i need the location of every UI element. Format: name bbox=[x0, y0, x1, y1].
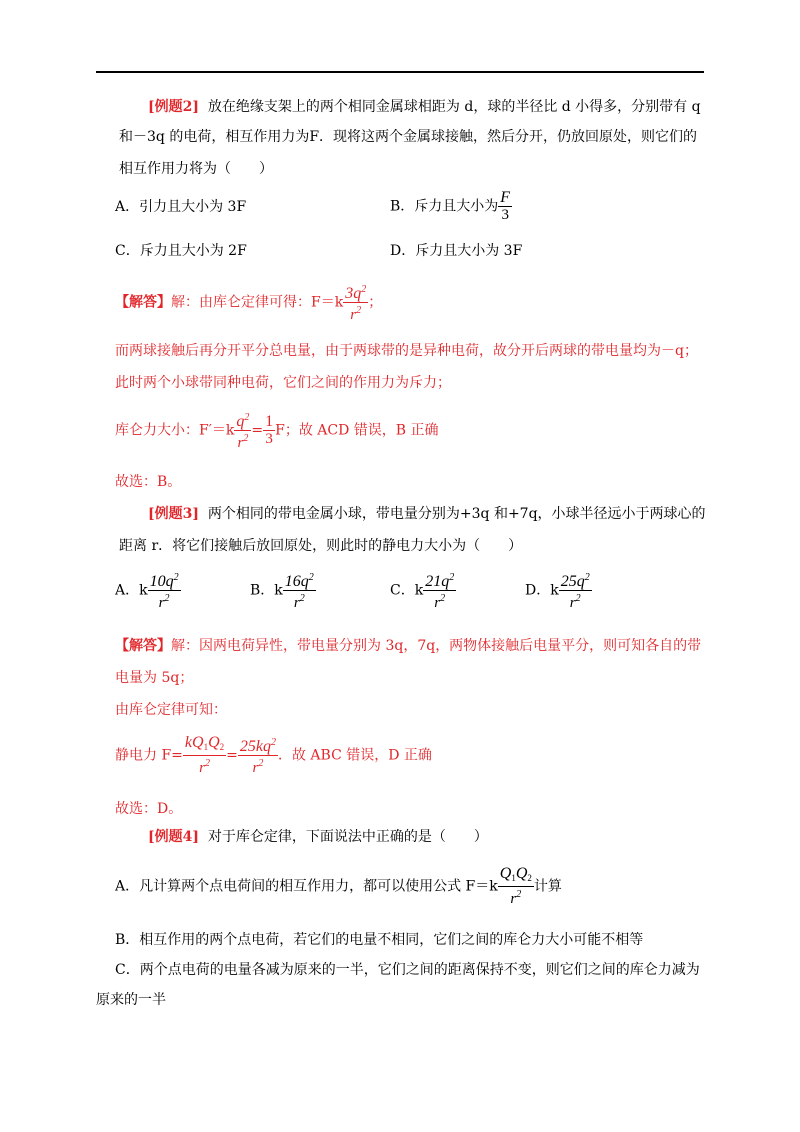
q4-option-a-num-a: Q bbox=[499, 865, 512, 882]
q3-option-a-exp: 2 bbox=[173, 572, 179, 583]
q3-option-d-den-exp: 2 bbox=[575, 593, 581, 604]
q3-answer4-equals1: = bbox=[171, 747, 183, 764]
q4-option-a-num-sub2: 2 bbox=[527, 873, 532, 883]
q2-option-b-den: 3 bbox=[501, 207, 509, 223]
q3-answer-line3: 由库仑定律可知： bbox=[115, 702, 227, 718]
q4-option-c-line2: 原来的一半 bbox=[96, 992, 166, 1008]
q3-line2: 距离 r．将它们接触后放回原处，则此时的静电力大小为（ ） bbox=[119, 538, 523, 554]
q2-text1: 放在绝缘支架上的两个相同金属球相距为 d，球的半径比 d 小得多，分别带有 q bbox=[207, 99, 701, 115]
q2-answer4-num2: 1 bbox=[265, 413, 274, 430]
q3-option-a-den-exp: 2 bbox=[164, 593, 170, 604]
q3-option-c-num: 21q bbox=[425, 573, 450, 590]
q3-text1: 两个相同的带电金属小球，带电量分别为+3q 和+7q，小球半径远小于两球心的 bbox=[207, 506, 706, 522]
q2-answer4-den-exp: 2 bbox=[243, 433, 249, 444]
q3-option-c-prefix: C．k bbox=[390, 582, 424, 599]
q2-answer-line4 bbox=[115, 410, 439, 451]
q3-answer4-den1: r bbox=[199, 760, 205, 776]
q4-label: [例题4] bbox=[148, 829, 199, 845]
q3-option-b-fraction bbox=[283, 570, 316, 611]
q3-answer-text4: 静电力 F bbox=[115, 747, 172, 764]
q3-answer4-num1-sub1: 1 bbox=[203, 742, 209, 752]
q2-answer-fraction2 bbox=[234, 410, 251, 451]
q2-choice: 故选：B。 bbox=[115, 474, 182, 490]
q2-answer4-den2: 3 bbox=[265, 431, 273, 447]
q4-option-a-fraction bbox=[498, 866, 534, 907]
q4-option-b: B．相互作用的两个点电荷，若它们的电量不相同，它们之间的库仑力大小可能不相等 bbox=[115, 932, 644, 948]
q3-option-a-num: 10q bbox=[149, 573, 174, 590]
q3-option-c bbox=[390, 570, 456, 611]
q2-line3: 相互作用力将为（ ） bbox=[119, 161, 273, 177]
q3-option-c-den: r bbox=[434, 595, 441, 611]
q2-answer-text4-end: F；故 ACD 错误，B 正确 bbox=[275, 422, 439, 439]
q3-answer4-num1-b: Q bbox=[208, 734, 220, 751]
q4-option-a-end: 计算 bbox=[533, 878, 562, 895]
q3-option-b bbox=[250, 570, 316, 611]
q3-option-b-exp: 2 bbox=[308, 572, 314, 583]
q2-answer4-den: r bbox=[237, 435, 244, 451]
q3-option-d-den: r bbox=[569, 595, 576, 611]
q3-option-d-exp: 2 bbox=[584, 572, 590, 583]
q3-option-b-num: 16q bbox=[284, 573, 309, 590]
q4-option-a bbox=[115, 866, 562, 907]
q3-answer4-num1: kQ bbox=[184, 734, 204, 751]
q3-answer4-den1-exp: 2 bbox=[204, 758, 210, 769]
q2-answer-text1-end: ； bbox=[368, 294, 383, 311]
q2-answer-num-exp: 2 bbox=[361, 284, 367, 295]
q2-line1 bbox=[148, 97, 701, 117]
q3-option-a bbox=[115, 570, 181, 611]
q3-answer4-den2: r bbox=[252, 760, 259, 776]
q2-answer-fraction3 bbox=[263, 414, 275, 447]
q3-option-c-exp: 2 bbox=[449, 572, 455, 583]
q3-choice: 故选：D。 bbox=[115, 801, 183, 817]
q3-answer4-equals2: = bbox=[226, 747, 238, 764]
q3-label: [例题3] bbox=[148, 506, 199, 522]
q2-option-b-fraction bbox=[498, 190, 512, 223]
q4-option-a-num-sub1: 1 bbox=[511, 873, 516, 883]
q3-option-c-den-exp: 2 bbox=[440, 593, 446, 604]
q4-option-a-den-exp: 2 bbox=[516, 889, 522, 900]
q3-answer4-num2: 25kq bbox=[239, 738, 271, 755]
q3-answer-tag: 【解答】 bbox=[115, 638, 171, 654]
q3-option-d bbox=[525, 570, 592, 611]
q2-line2: 和－3q 的电荷，相互作用力为F．现将这两个金属球接触，然后分开，仍放回原处，则它们的 bbox=[119, 129, 698, 145]
q3-line1 bbox=[148, 504, 706, 524]
q2-answer-line1 bbox=[115, 282, 382, 323]
q4-option-c-line1: C．两个点电荷的电量各减为原来的一半，它们之间的距离保持不变，则它们之间的库仑力减为 bbox=[115, 962, 700, 978]
q2-answer4-equals: = bbox=[251, 422, 264, 439]
q2-option-c: C．斥力且大小为 2F bbox=[115, 243, 247, 259]
q3-answer4-den2-exp: 2 bbox=[258, 758, 264, 769]
q2-answer-den-exp: 2 bbox=[356, 305, 362, 316]
header-rule bbox=[96, 71, 704, 73]
q2-answer-line2: 而两球接触后再分开平分总电量，由于两球带的是异种电荷，故分开后两球的带电量均为－q； bbox=[115, 343, 698, 359]
q3-option-c-fraction bbox=[423, 570, 456, 611]
q3-option-a-prefix: A．k bbox=[115, 582, 148, 599]
q3-option-a-fraction bbox=[148, 570, 181, 611]
q3-answer-line4 bbox=[115, 735, 432, 776]
q3-answer-fraction2 bbox=[238, 735, 278, 776]
q2-answer-tag: 【解答】 bbox=[115, 294, 171, 311]
q2-answer-text4: 库仑力大小：F′＝k bbox=[115, 422, 235, 439]
q2-answer-fraction bbox=[343, 282, 368, 323]
q4-text1: 对于库仑定律，下面说法中正确的是（ ） bbox=[207, 829, 488, 845]
q2-option-a: A．引力且大小为 3F bbox=[115, 199, 247, 215]
q2-label: [例题2] bbox=[148, 99, 199, 115]
q4-option-a-text: A．凡计算两个点电荷间的相互作用力，都可以使用公式 F＝k bbox=[115, 878, 498, 895]
q2-answer-text1: 解：由库仑定律可得：F＝k bbox=[171, 294, 344, 311]
q3-answer-line2: 电量为 5q； bbox=[115, 670, 194, 686]
q3-option-b-den-exp: 2 bbox=[299, 593, 305, 604]
q2-answer4-num: q bbox=[236, 413, 245, 430]
q3-option-b-den: r bbox=[293, 595, 300, 611]
q3-option-d-num: 25q bbox=[560, 573, 585, 590]
q3-answer-line1 bbox=[115, 636, 701, 656]
q3-option-a-den: r bbox=[158, 595, 165, 611]
q2-option-d: D．斥力且大小为 3F bbox=[390, 243, 523, 259]
q3-answer-text4-end: ．故 ABC 错误，D 正确 bbox=[277, 747, 432, 764]
q2-option-b-text: B．斥力且大小为 bbox=[390, 198, 499, 215]
q3-option-b-prefix: B．k bbox=[250, 582, 283, 599]
q3-option-d-fraction bbox=[559, 570, 592, 611]
q3-answer4-num1-sub2: 2 bbox=[219, 742, 225, 752]
q2-answer-line3: 此时两个小球带同种电荷，它们之间的作用力为斥力； bbox=[115, 375, 451, 391]
q4-option-a-den: r bbox=[510, 891, 517, 907]
q3-answer4-num2-exp: 2 bbox=[270, 737, 276, 748]
q3-option-d-prefix: D．k bbox=[525, 582, 559, 599]
q2-option-b bbox=[390, 190, 512, 223]
q2-answer4-num-exp: 2 bbox=[244, 412, 250, 423]
q2-answer-num: 3q bbox=[345, 285, 362, 302]
q4-option-a-num-b: Q bbox=[515, 865, 528, 882]
q2-option-b-num: F bbox=[500, 189, 511, 206]
q3-answer-fraction1 bbox=[183, 735, 226, 776]
q4-line1 bbox=[148, 827, 488, 847]
q2-answer-den: r bbox=[350, 307, 357, 323]
q3-answer-text1: 解：因两电荷异性，带电量分别为 3q，7q，两物体接触后电量平分，则可知各自的带 bbox=[171, 638, 702, 654]
